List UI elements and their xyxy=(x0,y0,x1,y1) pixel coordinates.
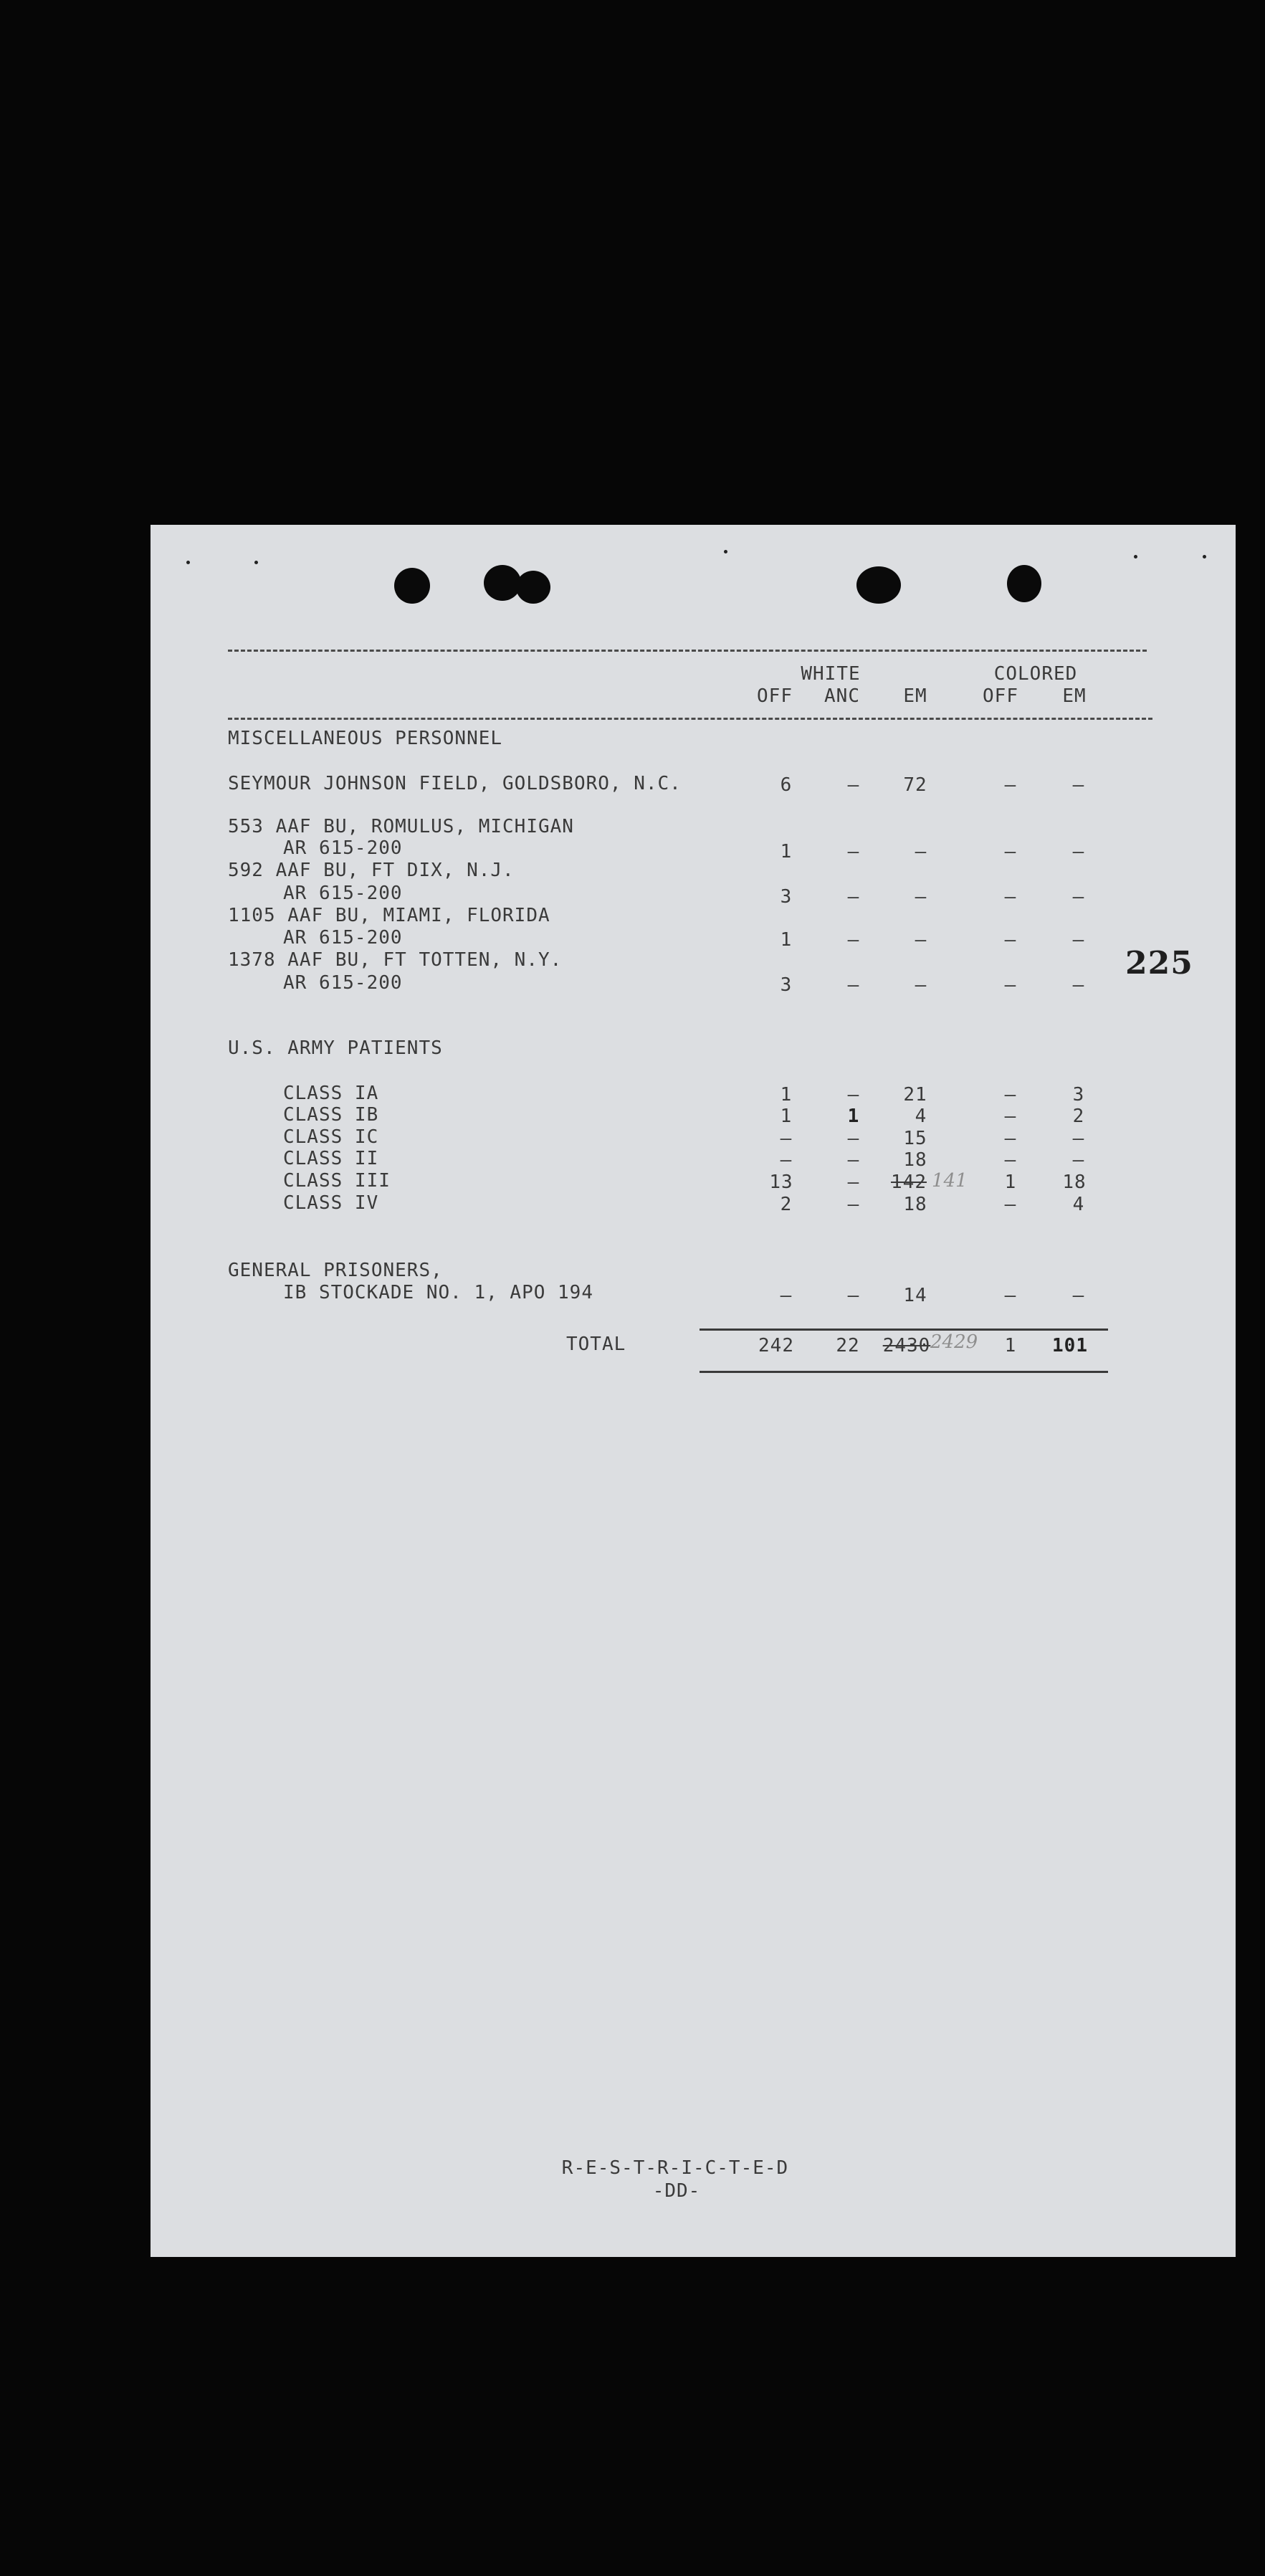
punch-hole xyxy=(856,566,901,604)
cell: – xyxy=(1004,1149,1017,1171)
dashed-rule xyxy=(228,718,1152,720)
white-group-header: WHITE xyxy=(801,663,861,685)
row-label-class: CLASS III xyxy=(283,1170,391,1192)
row-sublabel-unit: AR 615-200 xyxy=(283,837,403,859)
cell: 1 xyxy=(780,1106,793,1127)
cell: – xyxy=(847,1171,860,1193)
cell: 4 xyxy=(915,1106,927,1127)
cell: – xyxy=(780,1285,793,1306)
total-white-off: 242 xyxy=(758,1335,794,1356)
punch-hole xyxy=(394,568,430,604)
cell: – xyxy=(1072,886,1085,908)
cell: 3 xyxy=(780,886,793,908)
cell: – xyxy=(847,929,860,951)
row-label-class: CLASS IB xyxy=(283,1104,379,1126)
cell: – xyxy=(1004,1128,1017,1149)
total-rule-top xyxy=(700,1329,1108,1331)
cell: 2 xyxy=(1072,1106,1085,1127)
row-label-class: CLASS IA xyxy=(283,1083,379,1104)
cell: 21 xyxy=(903,1084,927,1106)
row-label-class: CLASS II xyxy=(283,1148,379,1169)
restricted-marking: R-E-S-T-R-I-C-T-E-D xyxy=(561,2157,789,2179)
cell: – xyxy=(915,841,927,862)
cell: – xyxy=(847,1084,860,1106)
cell: – xyxy=(1004,774,1017,796)
cell: – xyxy=(1004,1285,1017,1306)
cell: 6 xyxy=(780,774,793,796)
cell: 1 xyxy=(780,929,793,951)
section-title-patients: U.S. ARMY PATIENTS xyxy=(228,1037,443,1059)
punch-hole xyxy=(1007,565,1041,602)
cell: 1 xyxy=(847,1106,860,1127)
cell: – xyxy=(847,974,860,996)
cell: – xyxy=(847,1149,860,1171)
col-header-white-em: EM xyxy=(903,685,927,707)
cell: – xyxy=(847,841,860,862)
cell: – xyxy=(915,974,927,996)
cell: – xyxy=(780,1128,793,1149)
dashed-rule xyxy=(228,650,1147,652)
cell: – xyxy=(915,929,927,951)
cell: 1 xyxy=(1004,1171,1017,1193)
cell: – xyxy=(1004,886,1017,908)
cell: – xyxy=(1004,929,1017,951)
cell: 18 xyxy=(1062,1171,1087,1193)
handwritten-total-correction: 2429 xyxy=(930,1331,978,1353)
cell: 142 xyxy=(891,1171,927,1193)
speck xyxy=(1134,555,1137,559)
total-colored-off: 1 xyxy=(1004,1335,1017,1356)
cell: 18 xyxy=(903,1194,927,1215)
punch-hole xyxy=(516,571,550,604)
cell: 1 xyxy=(780,1084,793,1106)
cell: 1 xyxy=(780,841,793,862)
speck xyxy=(724,550,727,553)
row-label-class: CLASS IC xyxy=(283,1126,379,1148)
cell: – xyxy=(847,1194,860,1215)
row-label-prisoners: GENERAL PRISONERS, xyxy=(228,1260,443,1281)
cell: 18 xyxy=(903,1149,927,1171)
cell: – xyxy=(915,886,927,908)
row-sublabel-unit: AR 615-200 xyxy=(283,927,403,949)
row-label-unit: 592 AAF BU, FT DIX, N.J. xyxy=(228,860,515,881)
cell: 15 xyxy=(903,1128,927,1149)
total-white-em: 2430 xyxy=(882,1335,931,1356)
total-rule-bottom xyxy=(700,1371,1108,1373)
total-label: TOTAL xyxy=(566,1334,626,1355)
cell: 4 xyxy=(1072,1194,1085,1215)
cell: 2 xyxy=(780,1194,793,1215)
col-header-colored-em: EM xyxy=(1062,685,1087,707)
page-number: 225 xyxy=(1125,945,1193,982)
cell: – xyxy=(1072,841,1085,862)
footer-code: -DD- xyxy=(652,2180,701,2202)
cell: – xyxy=(1072,1128,1085,1149)
cell: – xyxy=(1004,1084,1017,1106)
cell: 72 xyxy=(903,774,927,796)
cell: 3 xyxy=(1072,1084,1085,1106)
handwritten-correction: 141 xyxy=(932,1170,968,1192)
cell: – xyxy=(1004,974,1017,996)
row-label-class: CLASS IV xyxy=(283,1192,379,1214)
cell: – xyxy=(1072,774,1085,796)
row-sublabel-prisoners: IB STOCKADE NO. 1, APO 194 xyxy=(283,1282,593,1303)
row-sublabel-unit: AR 615-200 xyxy=(283,972,403,994)
cell: – xyxy=(1072,1285,1085,1306)
row-label-unit: 553 AAF BU, ROMULUS, MICHIGAN xyxy=(228,816,574,837)
row-label-unit: 1378 AAF BU, FT TOTTEN, N.Y. xyxy=(228,949,563,971)
speck xyxy=(186,561,190,564)
cell: – xyxy=(1072,974,1085,996)
cell: – xyxy=(847,1128,860,1149)
section-title-misc: MISCELLANEOUS PERSONNEL xyxy=(228,728,503,749)
cell: – xyxy=(1004,1194,1017,1215)
cell: – xyxy=(1072,1149,1085,1171)
punch-hole xyxy=(484,565,521,601)
row-label-unit: 1105 AAF BU, MIAMI, FLORIDA xyxy=(228,905,550,926)
cell: – xyxy=(847,1285,860,1306)
col-header-white-anc: ANC xyxy=(824,685,860,707)
col-header-white-off: OFF xyxy=(757,685,793,707)
cell: 3 xyxy=(780,974,793,996)
total-white-anc: 22 xyxy=(836,1335,860,1356)
row-label-seymour: SEYMOUR JOHNSON FIELD, GOLDSBORO, N.C. xyxy=(228,773,682,794)
cell: 13 xyxy=(769,1171,793,1193)
cell: – xyxy=(780,1149,793,1171)
speck xyxy=(1203,555,1206,559)
cell: – xyxy=(847,774,860,796)
cell: – xyxy=(1004,841,1017,862)
cell: – xyxy=(1004,1106,1017,1127)
total-colored-em: 101 xyxy=(1052,1335,1088,1356)
col-header-colored-off: OFF xyxy=(983,685,1018,707)
cell: – xyxy=(1072,929,1085,951)
cell: – xyxy=(847,886,860,908)
colored-group-header: COLORED xyxy=(993,663,1078,685)
speck xyxy=(254,561,258,564)
cell: 14 xyxy=(903,1285,927,1306)
row-sublabel-unit: AR 615-200 xyxy=(283,883,403,904)
